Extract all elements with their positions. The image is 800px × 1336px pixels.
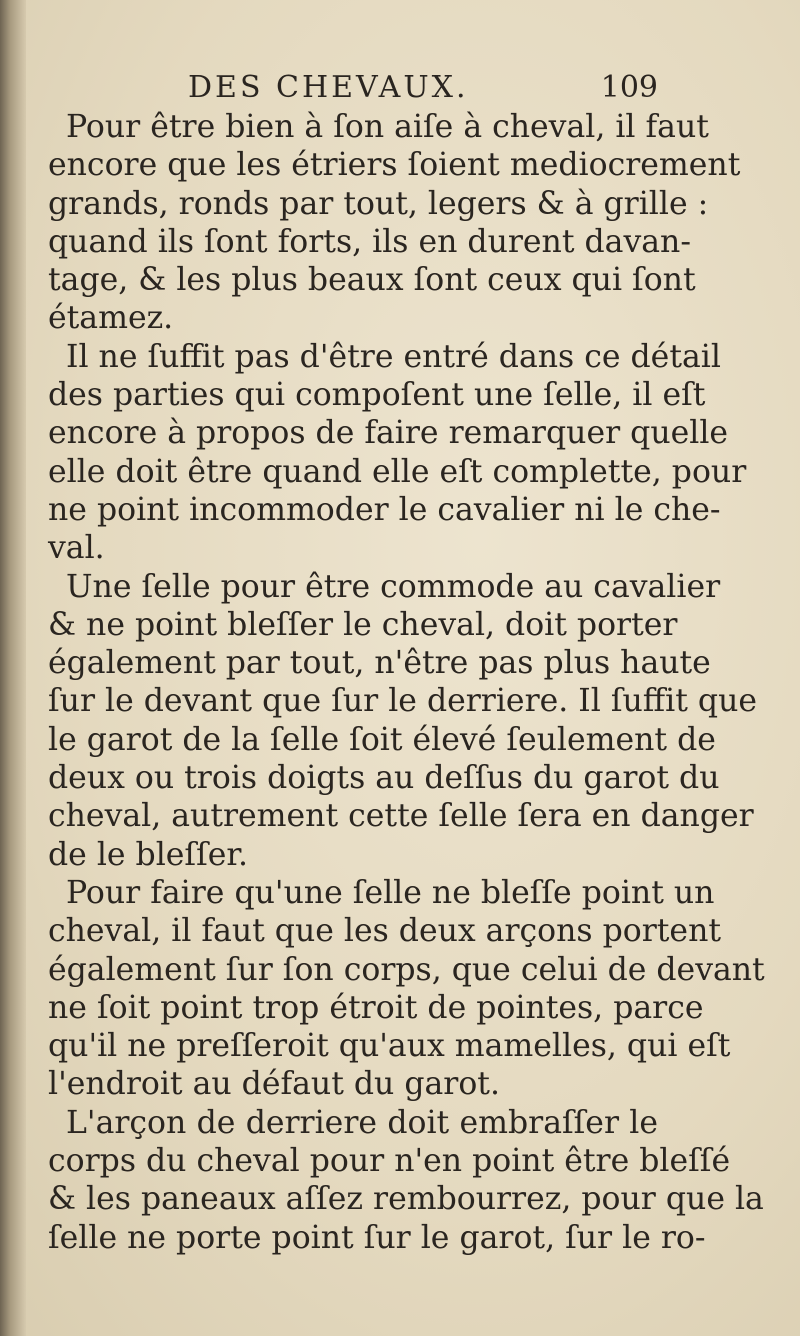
paragraph-2 xyxy=(48,338,747,568)
text-line: également ſur ſon corps, que celui de devant xyxy=(48,951,765,988)
page-gutter xyxy=(0,0,26,1336)
text-line: Il ne ſuffit pas d'être entré dans ce détail xyxy=(66,338,721,375)
text-line: le garot de la ſelle ſoit élevé ſeulement de xyxy=(48,721,716,758)
page-number: 109 xyxy=(600,70,658,105)
text-line: Pour faire qu'une ſelle ne bleſſe point un xyxy=(66,874,715,911)
text-line: ſur le devant que ſur le derriere. Il ſuffit que xyxy=(48,683,757,720)
running-head: DES CHEVAUX. xyxy=(188,70,469,105)
text-line: encore que les étriers ſoient mediocrement xyxy=(48,147,741,184)
text-line: encore à propos de faire remarquer quelle xyxy=(48,415,729,452)
body-text xyxy=(48,108,765,1257)
text-line: corps du cheval pour n'en point être bleſſé xyxy=(48,1143,731,1180)
text-line: de le bleſſer. xyxy=(48,836,248,873)
paragraph-1 xyxy=(48,108,741,338)
text-line: L'arçon de derriere doit embraſſer le xyxy=(66,1104,658,1141)
text-line: & ne point bleſſer le cheval, doit porter xyxy=(48,606,678,643)
text-line: tage, & les plus beaux ſont ceux qui ſont xyxy=(48,262,696,299)
text-line: cheval, autrement cette ſelle ſera en danger xyxy=(48,798,754,835)
text-line: également par tout, n'être pas plus haute xyxy=(48,645,711,682)
text-line: quand ils ſont forts, ils en durent davan- xyxy=(48,223,691,260)
paragraph-3 xyxy=(48,568,757,874)
text-line: qu'il ne preſſeroit qu'aux mamelles, qui eſt xyxy=(48,1028,731,1065)
text-line: étamez. xyxy=(48,300,174,337)
text-line: ne point incommoder le cavalier ni le che- xyxy=(48,491,721,528)
paragraph-4 xyxy=(48,874,765,1104)
text-line: ſelle ne porte point ſur le garot, ſur le ro- xyxy=(48,1219,706,1256)
text-line: Pour être bien à ſon aiſe à cheval, il faut xyxy=(66,109,709,145)
text-line: cheval, il faut que les deux arçons portent xyxy=(48,913,722,950)
text-line: Une ſelle pour être commode au cavalier xyxy=(66,568,721,605)
text-line: deux ou trois doigts au deſſus du garot du xyxy=(48,760,720,797)
text-line: des parties qui compoſent une ſelle, il eſt xyxy=(48,377,706,414)
text-line: grands, ronds par tout, legers & à grille : xyxy=(48,185,709,222)
text-line: & les paneaux aſſez rembourrez, pour que la xyxy=(48,1181,764,1218)
paragraph-5 xyxy=(48,1104,764,1257)
text-line: ne ſoit point trop étroit de pointes, parce xyxy=(48,989,704,1026)
text-line: l'endroit au défaut du garot. xyxy=(48,1066,500,1103)
text-line: elle doit être quand elle eſt complette, pour xyxy=(48,453,747,490)
text-line: val. xyxy=(48,530,105,567)
